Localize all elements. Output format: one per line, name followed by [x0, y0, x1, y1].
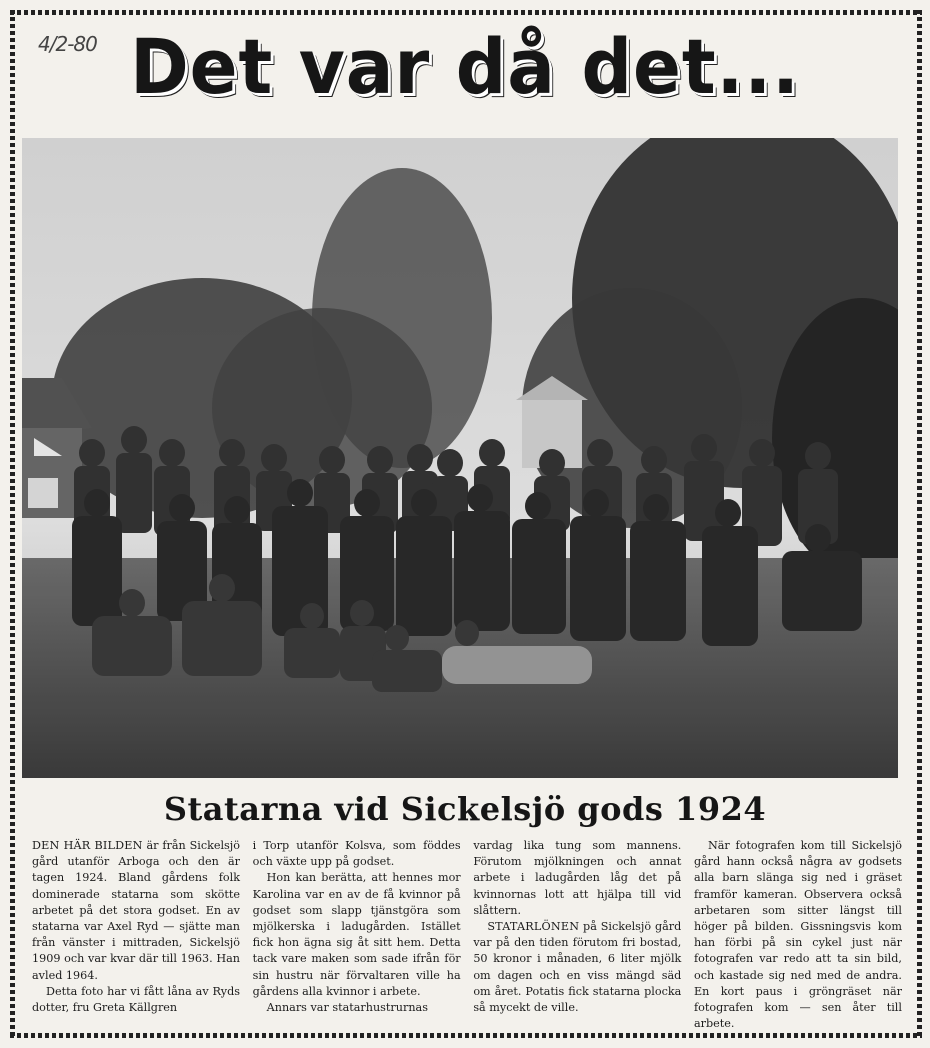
paragraph: i Torp utanför Kolsva, som föddes och växte upp på godset. — [252, 839, 461, 869]
clipping-border-left — [10, 10, 15, 1038]
group-photo-icon — [22, 138, 898, 778]
article-columns — [32, 838, 902, 1030]
article-column — [253, 838, 461, 1030]
handwritten-date: 4/2-80 — [38, 32, 97, 56]
clipping-border-right — [917, 10, 922, 1038]
clipping-border-top — [10, 10, 922, 15]
paragraph: DEN HÄR BILDEN är från Sickelsjö gård utanför Arboga och den är tagen 1924. Bland gårdens folk dominerade statarna som skötte arbetet på det stora godset. En av statarna var Axel Ryd — sjätte man från vänster i mittraden, Sickelsjö 1909 och var kvar där till 1963. Han avled 1964. — [32, 839, 241, 982]
paragraph: Hon kan berätta, att hennes mor Karolina var en av de få kvinnor på godset som slapp tjänstgöra som mjölkerska i ladugården. Istället fick hon ägna sig åt sitt hem. Detta tack vare maken som sade ifrån för sin hustru när förvaltaren ville ha gårdens alla kvinnor i arbete. — [252, 871, 461, 998]
caption-title: Statarna vid Sickelsjö gods 1924 — [163, 790, 767, 828]
paragraph: vardag lika tung som mannens. Förutom mjölkningen och annat arbete i ladugården låg det på kvinnornas lott att hjälpa till vid slåttern. — [473, 839, 682, 917]
headline: Det var då det... — [130, 22, 800, 111]
paragraph: Annars var statarhustrurnas — [266, 1001, 428, 1015]
clipping-border-bottom — [10, 1033, 922, 1038]
paragraph: Detta foto har vi fått låna av Ryds dotter, fru Greta Källgren — [32, 984, 240, 1015]
group-photo — [22, 138, 898, 778]
paragraph: När fotografen kom till Sickelsjö gård hann också några av godsets alla barn slänga sig ned i gräset framför kameran. Observera också arbetaren som sitter längst till höger på bilden. Gissningsvis kom han förbi på sin cykel just när fotografen var redo att ta sin bild, och kastade sig ned med de andra. En kort paus i gröngräset när fotografen kom — sen åter till arbete. — [693, 839, 902, 1031]
paragraph: STATARLÖNEN på Sickelsjö gård var på den tiden förutom fri bostad, 50 kronor i månaden, 6 liter mjölk om dagen och en viss mängd säd om året. Potatis fick statarna plocka så mycekt de ville. — [473, 920, 682, 1015]
article-column — [694, 838, 902, 1030]
article-column — [32, 838, 240, 1030]
article-column — [473, 838, 681, 1030]
